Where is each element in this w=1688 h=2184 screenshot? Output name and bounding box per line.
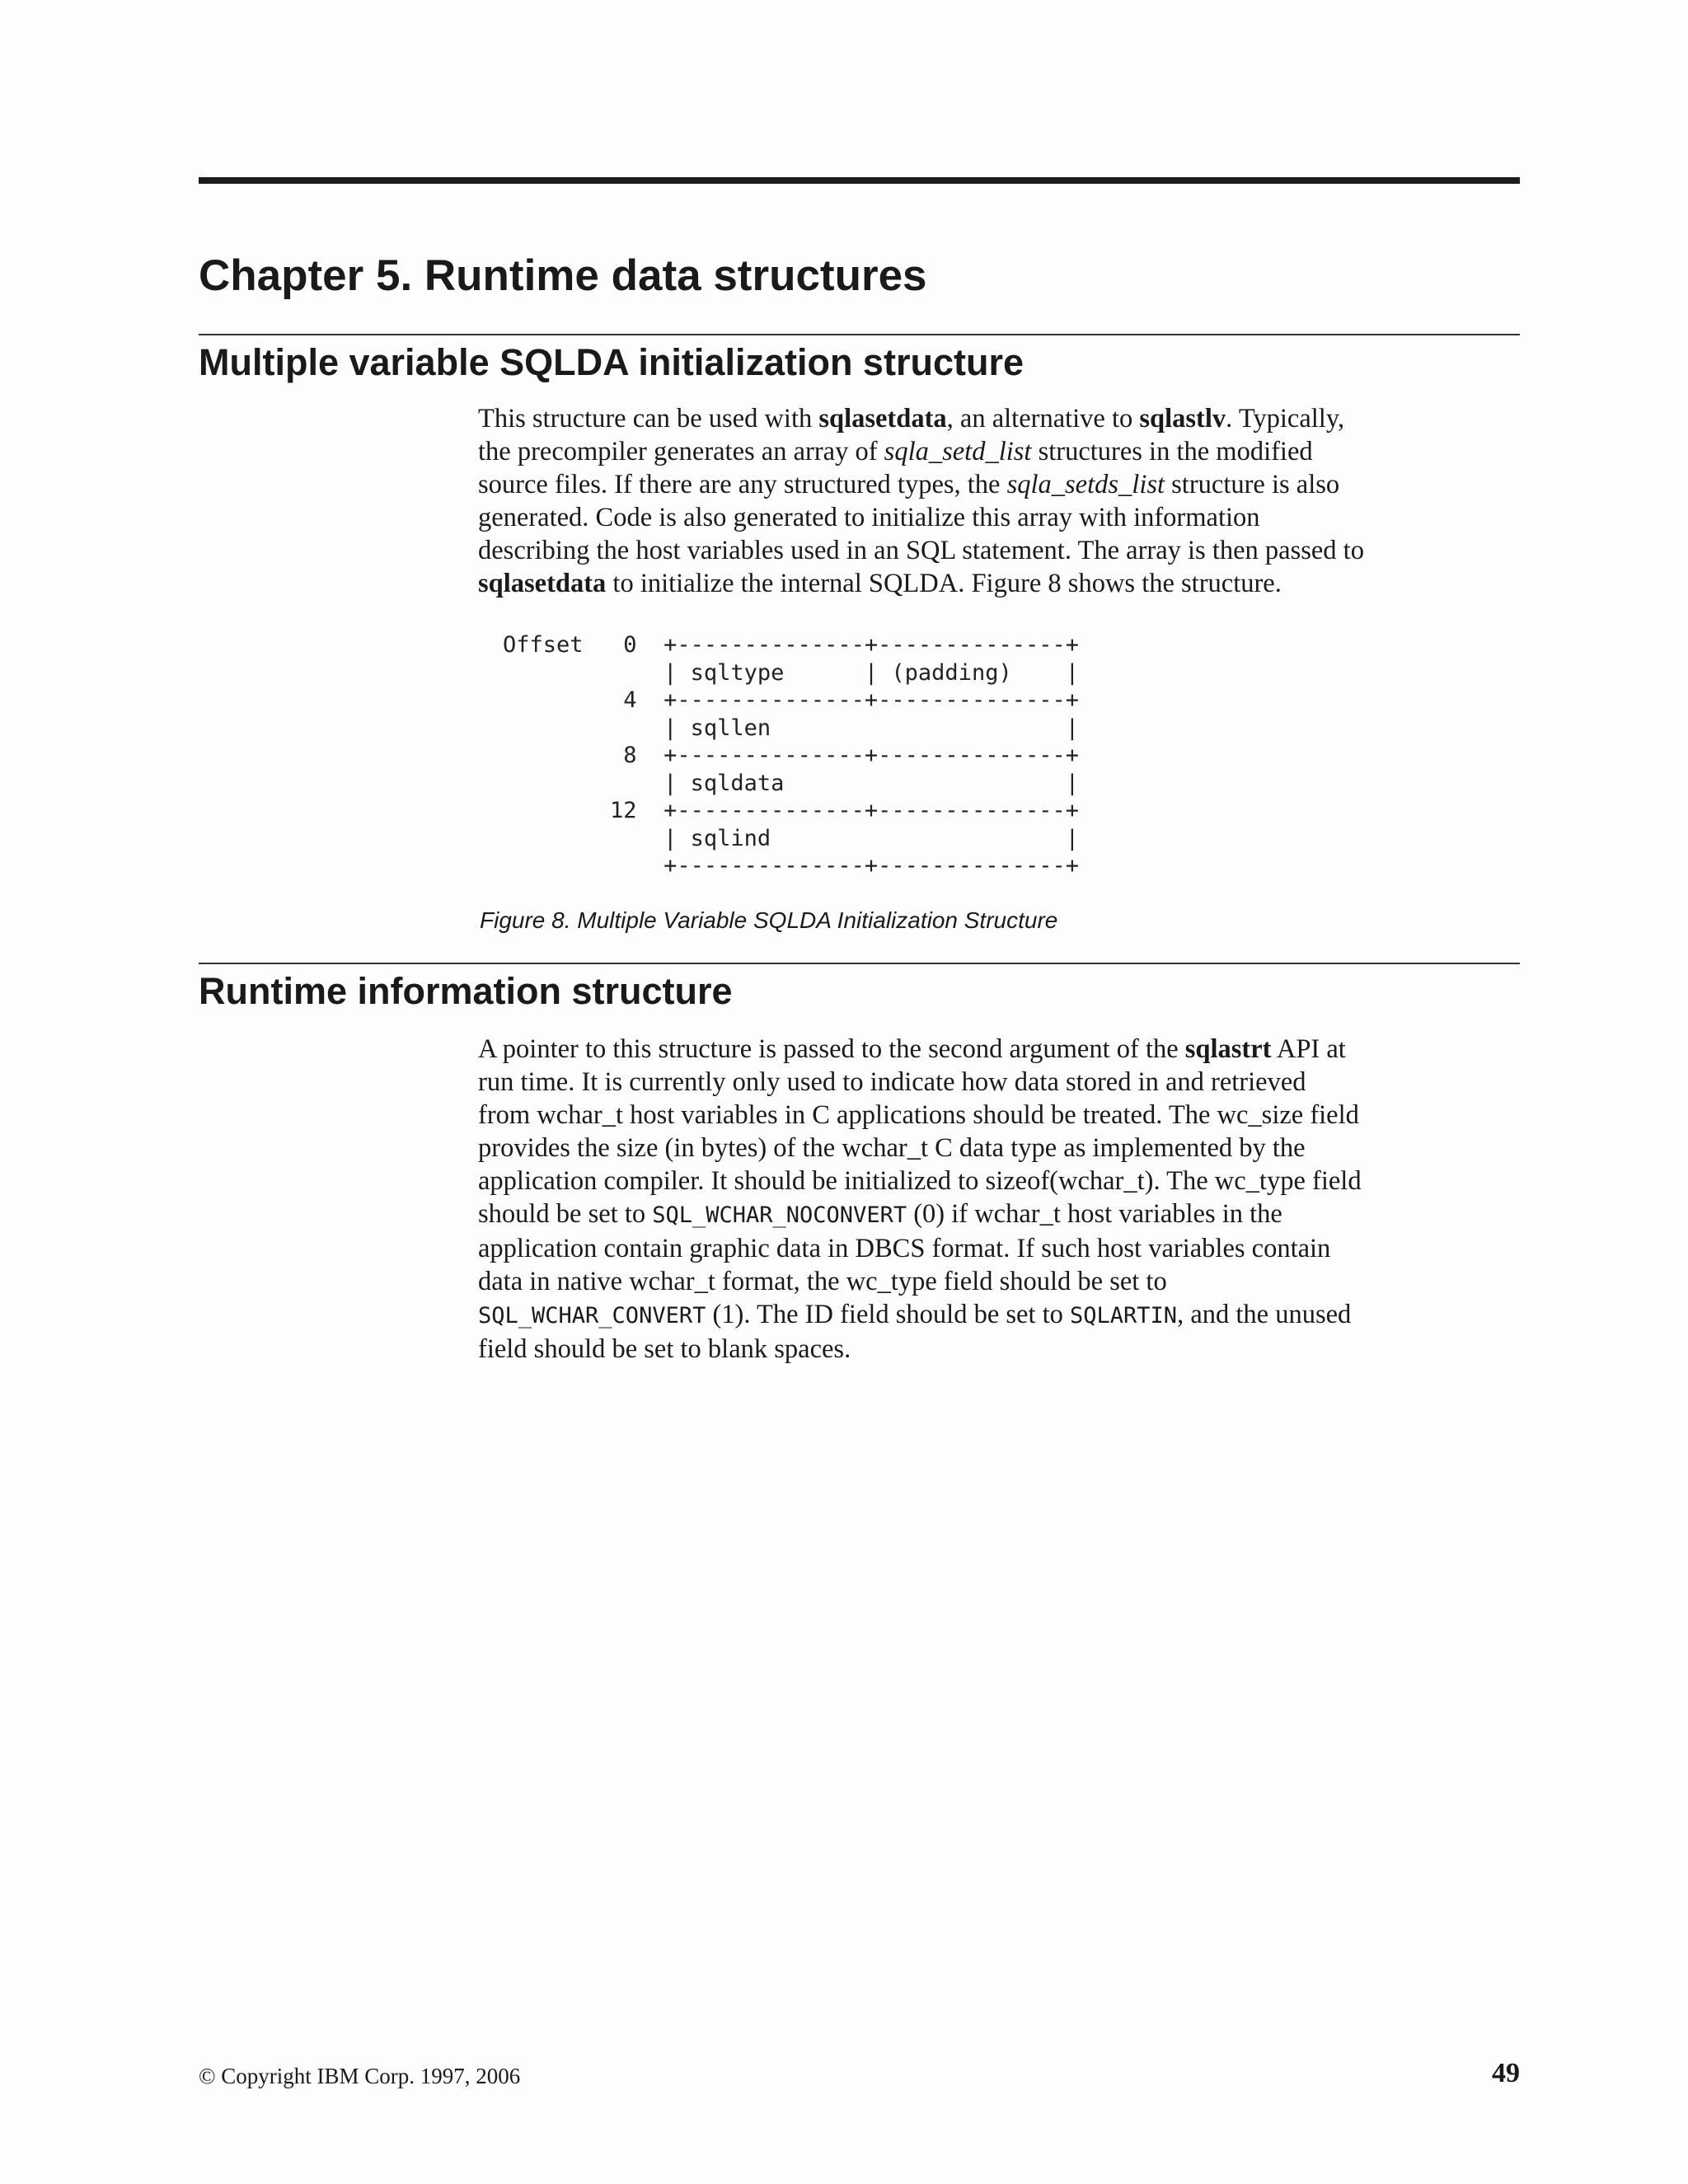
diagram-line: Offset 0 +--------------+--------------+ [503,632,1079,658]
diagram-line: | sqltype | (padding) | [503,659,1079,686]
paragraph-line [478,567,1520,600]
text-run: describing the host variables used in an SQL statement. The array is then passed to [478,536,1364,565]
paragraph-line [478,1132,1520,1165]
constant-sql-wchar-convert: SQL_WCHAR_CONVERT [478,1303,706,1329]
text-run: should be set to [478,1199,653,1229]
paragraph-line [478,1165,1520,1197]
text-run: the precompiler generates an array of [478,437,884,466]
text-run: structures in the modified [1031,437,1313,466]
diagram-line: | sqldata | [503,770,1079,796]
diagram-line: | sqllen | [503,715,1079,741]
paragraph-line [478,1066,1520,1099]
api-name-sqlastrt: sqlastrt [1184,1034,1272,1064]
chapter-top-rule [199,177,1520,184]
paragraph-line [478,435,1520,468]
diagram-line: 8 +--------------+--------------+ [503,743,1079,768]
chapter-title: Chapter 5. Runtime data structures [199,251,927,300]
figure-caption: Figure 8. Multiple Variable SQLDA Initialization Structure [480,907,1058,933]
constant-sqlartin: SQLARTIN [1070,1303,1178,1329]
text-run: run time. It is currently only used to indicate how data stored in and retrieved [478,1067,1306,1097]
section2-paragraph [478,1033,1520,1366]
constant-sql-wchar-noconvert: SQL_WCHAR_NOCONVERT [652,1202,907,1228]
text-run: . Typically, [1226,404,1345,434]
paragraph-line [478,468,1520,501]
section1-paragraph [478,402,1520,600]
document-page [199,0,1520,2184]
diagram-line: 4 +--------------+--------------+ [503,687,1079,713]
section-rule-1 [199,334,1520,335]
text-run: , and the unused [1177,1300,1352,1329]
text-run: application compiler. It should be initialized to sizeof(wchar_t). The wc_type field [478,1166,1362,1196]
text-run: application contain graphic data in DBCS format. If such host variables contain [478,1234,1331,1263]
paragraph-line [478,1099,1520,1132]
page-number: 49 [1492,2058,1520,2088]
text-run: source files. If there are any structured types, the [478,470,1007,499]
text-run: (0) if wchar_t host variables in the [907,1199,1282,1229]
paragraph-line [478,1033,1520,1066]
text-run: structure is also [1165,470,1340,499]
text-run: provides the size (in bytes) of the wchar_t C data type as implemented by the [478,1133,1306,1163]
struct-name-sqla-setds-list: sqla_setds_list [1006,470,1165,499]
api-name-sqlasetdata: sqlasetdata [818,404,947,434]
text-run: A pointer to this structure is passed to the second argument of the [478,1034,1185,1064]
section-rule-2 [199,963,1520,964]
sqlda-structure-diagram [503,631,1079,880]
paragraph-line [478,1265,1520,1298]
paragraph-line [478,501,1520,534]
text-run: field should be set to blank spaces. [478,1334,851,1364]
paragraph-line [478,1333,1520,1366]
diagram-line: +--------------+--------------+ [503,853,1079,879]
text-run: , an alternative to [946,404,1140,434]
text-run: data in native wchar_t format, the wc_type field should be set to [478,1267,1167,1296]
struct-name-sqla-setd-list: sqla_setd_list [884,437,1032,466]
api-name-sqlastlv: sqlastlv [1139,404,1226,434]
paragraph-line [478,402,1520,435]
text-run: to initialize the internal SQLDA. Figure 8 shows the structure. [606,569,1282,598]
text-run: from wchar_t host variables in C applications should be treated. The wc_size field [478,1100,1359,1130]
section-heading-runtime-info: Runtime information structure [199,970,733,1012]
diagram-line: | sqlind | [503,825,1079,851]
section-heading-sqlda-init: Multiple variable SQLDA initialization structure [199,341,1024,383]
paragraph-line [478,1298,1520,1333]
text-run: generated. Code is also generated to initialize this array with information [478,503,1260,532]
diagram-line: 12 +--------------+--------------+ [503,798,1079,823]
paragraph-line [478,1197,1520,1232]
text-run: API at [1271,1034,1346,1064]
footer-copyright: © Copyright IBM Corp. 1997, 2006 [199,2064,521,2088]
text-run: This structure can be used with [478,404,819,434]
api-name-sqlasetdata: sqlasetdata [478,569,607,598]
paragraph-line [478,1232,1520,1265]
text-run: (1). The ID field should be set to [706,1300,1071,1329]
paragraph-line [478,534,1520,567]
